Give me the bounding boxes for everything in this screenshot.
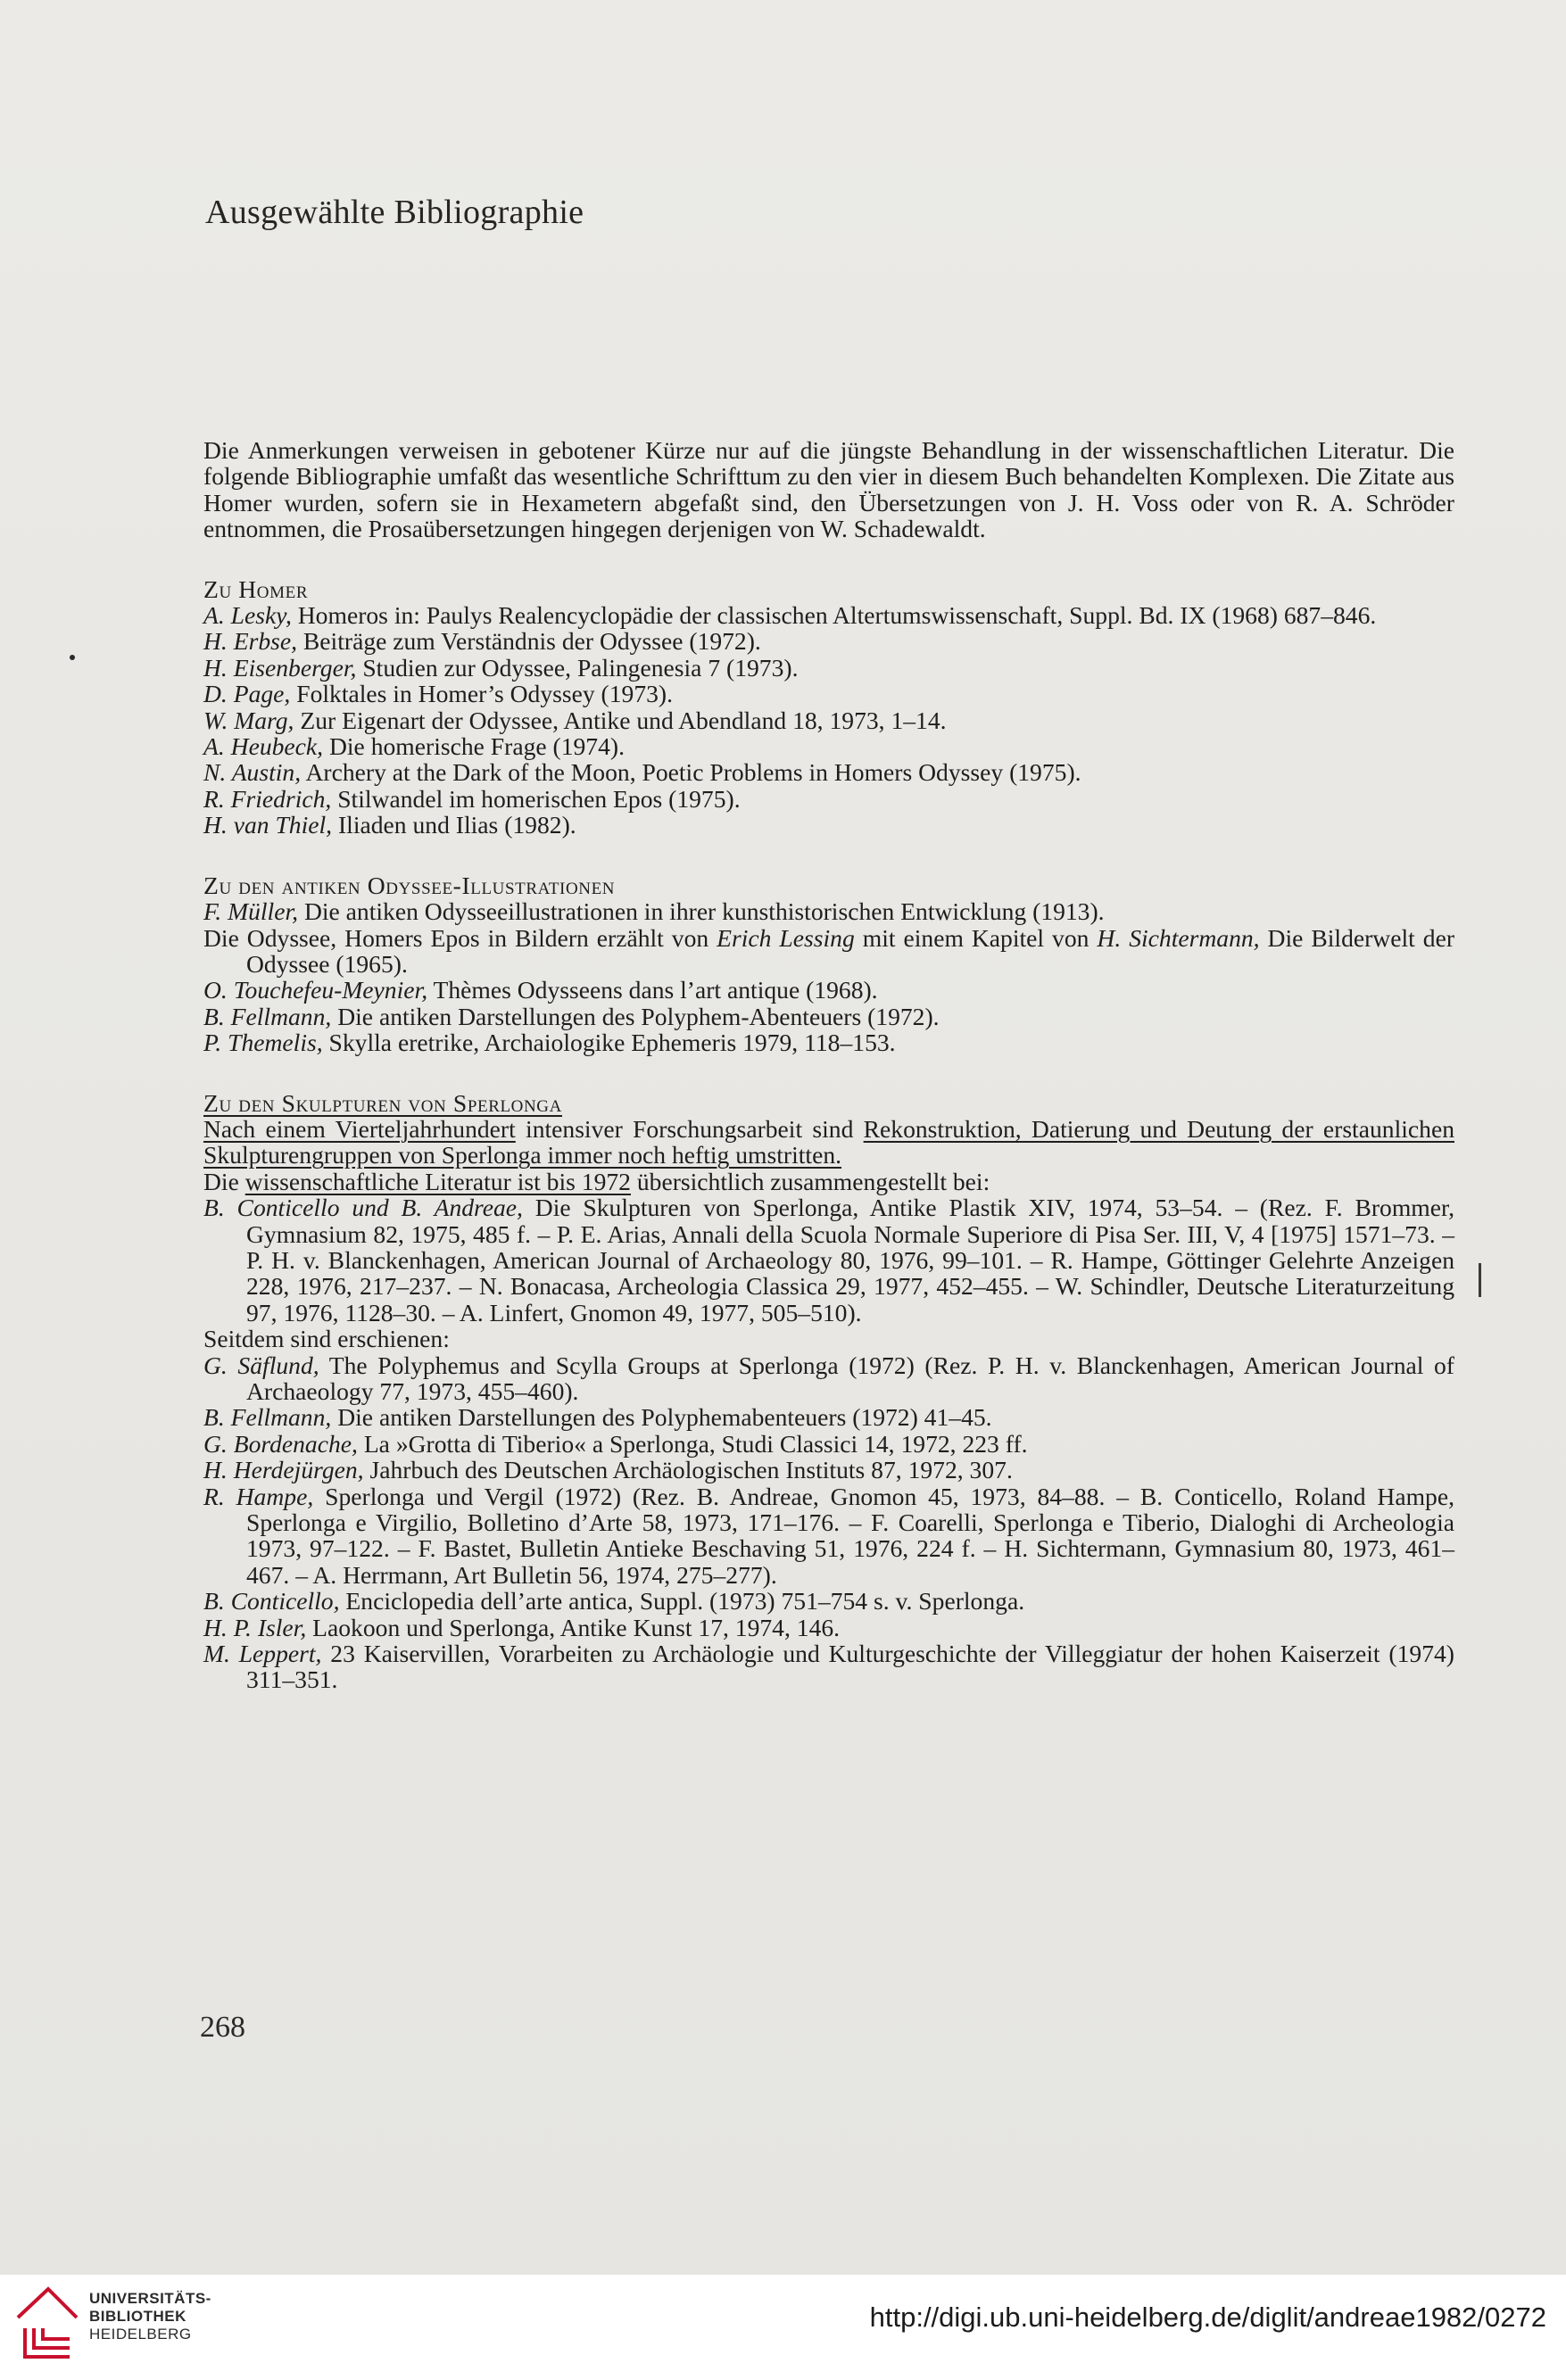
bib-author: D. Page, bbox=[203, 680, 291, 708]
bib-author: H. Erbse, bbox=[203, 627, 297, 656]
bib-text: Folktales in Homer’s Odyssey (1973). bbox=[290, 680, 674, 708]
bib-entry bbox=[203, 1640, 1454, 1693]
bib-text: Homeros in: Paulys Realencyclopädie der classischen Altertumswissenschaft, Suppl. Bd. IX (1968) 687–846. bbox=[291, 601, 1377, 630]
bib-author: B. Fellmann, bbox=[203, 1002, 332, 1030]
bib-author: F. Müller, bbox=[203, 897, 299, 926]
bib-text: Die antiken Darstellungen des Polyphem-Abenteuers (1972). bbox=[331, 1002, 940, 1030]
bib-entry bbox=[203, 1194, 1454, 1326]
library-logo-icon bbox=[12, 2282, 82, 2364]
bib-author: B. Conticello und B. Andreae, bbox=[203, 1194, 523, 1222]
bib-author: W. Marg, bbox=[203, 706, 294, 734]
bib-entry bbox=[203, 681, 1454, 707]
bib-entry bbox=[203, 628, 1454, 654]
logo-line-1: UNIVERSITÄTS- bbox=[89, 2290, 211, 2307]
bib-text: Skylla eretrike, Archaiologike Ephemeris 1979, 118–153. bbox=[322, 1029, 896, 1057]
bib-entry bbox=[203, 1615, 1454, 1640]
bib-text: Jahrbuch des Deutschen Archäologischen Instituts 87, 1972, 307. bbox=[363, 1456, 1013, 1484]
bib-text: Thèmes Odysseens dans l’art antique (1968). bbox=[427, 976, 878, 1004]
bib-entry bbox=[203, 1029, 1454, 1055]
bib-text: Laokoon und Sperlonga, Antike Kunst 17, 1974, 146. bbox=[306, 1613, 841, 1641]
bib-text: Zur Eigenart der Odyssee, Antike und Abendland 18, 1973, 1–14. bbox=[294, 706, 947, 734]
bib-author: N. Austin, bbox=[203, 758, 302, 787]
margin-mark bbox=[1479, 1263, 1481, 1297]
bib-entry bbox=[203, 1352, 1454, 1405]
bib-text: Die Skulpturen von Sperlonga, Antike Plastik XIV, 1974, 53–54. – (Rez. F. Brommer, Gymnasium 82, 1975, 485 f. – P. E. Arias, Annali della Scuola Normale Superiore di Pisa Ser. III, V, 4 [1975] 1571–73. – P. H. v. Blanckenhagen, American Journal of Archaeology 80, 1976, 99–101. – R. Hampe, Göttinger Gelehrte Anzeigen 228, 1976, 217–237. – N. Bonacasa, Archeologia Classica 29, 1977, 452–455. – W. Schindler, Deutsche Literaturzeitung 97, 1976, 1128–30. – A. Linfert, Gnomon 49, 1977, 505–510). bbox=[246, 1194, 1454, 1326]
library-logo-text bbox=[89, 2290, 211, 2343]
section-heading-homer: Zu Homer bbox=[203, 574, 309, 603]
bib-text: 23 Kaiservillen, Vorarbeiten zu Archäologie und Kulturgeschichte der Villeggiatur der hohen Kaiserzeit (1974) 311–351. bbox=[246, 1640, 1454, 1694]
bib-author: R. Hampe, bbox=[203, 1482, 314, 1510]
bib-entry bbox=[203, 1431, 1454, 1457]
since-label: Seitdem sind erschienen: bbox=[203, 1325, 450, 1353]
bib-entry bbox=[203, 898, 1454, 924]
bib-entry bbox=[203, 655, 1454, 681]
source-url-link[interactable]: http://digi.ub.uni-heidelberg.de/diglit/andreae1982/0272 bbox=[869, 2301, 1546, 2333]
underlined-text: wissenschaftliche Literatur ist bis 1972 bbox=[244, 1167, 631, 1195]
bib-text: Die Odyssee, Homers Epos in Bildern erzählt von bbox=[203, 923, 717, 952]
bib-author: O. Touchefeu-Meynier, bbox=[203, 976, 428, 1004]
bib-author: A. Heubeck, bbox=[203, 732, 324, 761]
bib-author: P. Themelis, bbox=[203, 1029, 323, 1057]
bib-entry bbox=[203, 786, 1454, 812]
paragraph-text: intensiver Forschungsarbeit sind bbox=[515, 1114, 864, 1143]
homer-entries bbox=[203, 602, 1454, 839]
illustrations-entries bbox=[203, 898, 1454, 1055]
bib-entry bbox=[203, 1588, 1454, 1614]
bib-text: Sperlonga und Vergil (1972) (Rez. B. Andreae, Gnomon 45, 1973, 84–88. – B. Conticello, Roland Hampe, Sperlonga e Virgilio, Bolletino d’Arte 58, 1973, 171–176. – F. Coarelli, Sperlonga e Tiberio, Dialoghi di Archeologia 1973, 97–122. – F. Bastet, Bulletin Antieke Beschaving 51, 1976, 224 f. – H. Sichtermann, Gymnasium 80, 1973, 461–467. – A. Herrmann, Art Bulletin 56, 1974, 275–277). bbox=[246, 1482, 1454, 1589]
bib-author: R. Friedrich, bbox=[203, 784, 332, 813]
bib-author: G. Bordenache, bbox=[203, 1429, 358, 1458]
bib-entry bbox=[203, 707, 1454, 733]
bib-author: G. Säflund, bbox=[203, 1351, 319, 1379]
bib-text: Beiträge zum Verständnis der Odyssee (1972). bbox=[297, 627, 761, 656]
bib-entry bbox=[203, 812, 1454, 838]
bib-author: H. Herdejürgen, bbox=[203, 1456, 364, 1484]
bib-entry bbox=[203, 977, 1454, 1003]
bib-author: H. Eisenberger, bbox=[203, 653, 357, 682]
sperlonga-entries bbox=[203, 1116, 1454, 1693]
bib-text: Stilwandel im homerischen Epos (1975). bbox=[331, 784, 741, 813]
bib-text: mit einem Kapitel von bbox=[854, 923, 1098, 952]
section-heading-sperlonga: Zu den Skulpturen von Sperlonga bbox=[203, 1088, 562, 1117]
bib-text: Archery at the Dark of the Moon, Poetic Problems in Homers Odyssey (1975). bbox=[301, 758, 1081, 787]
bib-author: B. Conticello, bbox=[203, 1587, 340, 1616]
bib-entry bbox=[203, 602, 1454, 628]
sperlonga-paragraph-2 bbox=[203, 1169, 1454, 1194]
bib-text: Die antiken Darstellungen des Polyphemabenteuers (1972) 41–45. bbox=[331, 1403, 992, 1432]
bib-text: Die homerische Frage (1974). bbox=[323, 732, 625, 761]
bib-author: H. P. Isler, bbox=[203, 1613, 307, 1641]
page-title: Ausgewählte Bibliographie bbox=[205, 194, 584, 231]
underlined-text: Nach einem Vierteljahrhundert bbox=[203, 1114, 516, 1143]
paragraph-text: übersichtlich zusammengestellt bei: bbox=[630, 1167, 990, 1195]
bib-entry bbox=[203, 1004, 1454, 1029]
logo-line-3: HEIDELBERG bbox=[89, 2326, 192, 2343]
bibliography-body bbox=[203, 437, 1454, 1693]
bib-entry bbox=[203, 1483, 1454, 1589]
bib-text: Die Bilderwelt der Odyssee (1965). bbox=[246, 923, 1455, 978]
bib-text: Enciclopedia dell’arte antica, Suppl. (1973) 751–754 s. v. Sperlonga. bbox=[339, 1587, 1025, 1616]
bib-text: Studien zur Odyssee, Palingenesia 7 (1973). bbox=[356, 653, 799, 682]
bib-author: B. Fellmann, bbox=[203, 1403, 332, 1432]
bib-entry bbox=[203, 733, 1454, 759]
bib-entry bbox=[203, 759, 1454, 785]
bib-text: Iliaden und Ilias (1982). bbox=[332, 811, 576, 839]
bib-entry bbox=[203, 1404, 1454, 1430]
section-heading-illustrations: Zu den antiken Odyssee-Illustrationen bbox=[203, 871, 616, 899]
bib-entry bbox=[203, 925, 1454, 978]
bib-text: Die antiken Odysseeillustrationen in ihrer kunsthistorischen Entwicklung (1913). bbox=[298, 897, 1105, 926]
sperlonga-paragraph-1 bbox=[203, 1116, 1454, 1169]
bib-text: The Polyphemus and Scylla Groups at Sperlonga (1972) (Rez. P. H. v. Blanckenhagen, American Journal of Archaeology 77, 1973, 455–460). bbox=[246, 1351, 1454, 1405]
paragraph-text: Die bbox=[203, 1167, 245, 1195]
bib-author: H. van Thiel, bbox=[203, 811, 333, 839]
intro-paragraph: Die Anmerkungen verweisen in gebotener Kürze nur auf die jüngste Behandlung in der wissenschaftlichen Literatur. Die folgende Bibliographie umfaßt das wesentliche Schrifttum zu den vier in diesem Buch behandelten Komplexen. Die Zitate aus Homer wurden, sofern sie in Hexametern abgefaßt sind, den Übersetzungen von J. H. Voss oder von R. A. Schröder entnommen, die Prosaübersetzungen hingegen derjenigen von W. Schadewaldt. bbox=[203, 436, 1454, 543]
page-number: 268 bbox=[200, 2011, 245, 2044]
underlined-text: Rekonstruktion, Datierung und Deutung der erstaunlichen Skulpturengruppen von Sperlonga immer noch heftig umstritten. bbox=[203, 1114, 1454, 1169]
margin-dot bbox=[70, 655, 75, 660]
bib-author: Erich Lessing bbox=[717, 923, 855, 952]
bib-text: La »Grotta di Tiberio« a Sperlonga, Studi Classici 14, 1972, 223 ff. bbox=[357, 1429, 1028, 1458]
logo-line-2: BIBLIOTHEK bbox=[89, 2308, 186, 2325]
bib-author: A. Lesky, bbox=[203, 601, 292, 630]
bib-author: M. Leppert, bbox=[203, 1640, 322, 1668]
bib-author: H. Sichtermann, bbox=[1097, 923, 1260, 952]
bib-entry bbox=[203, 1457, 1454, 1483]
